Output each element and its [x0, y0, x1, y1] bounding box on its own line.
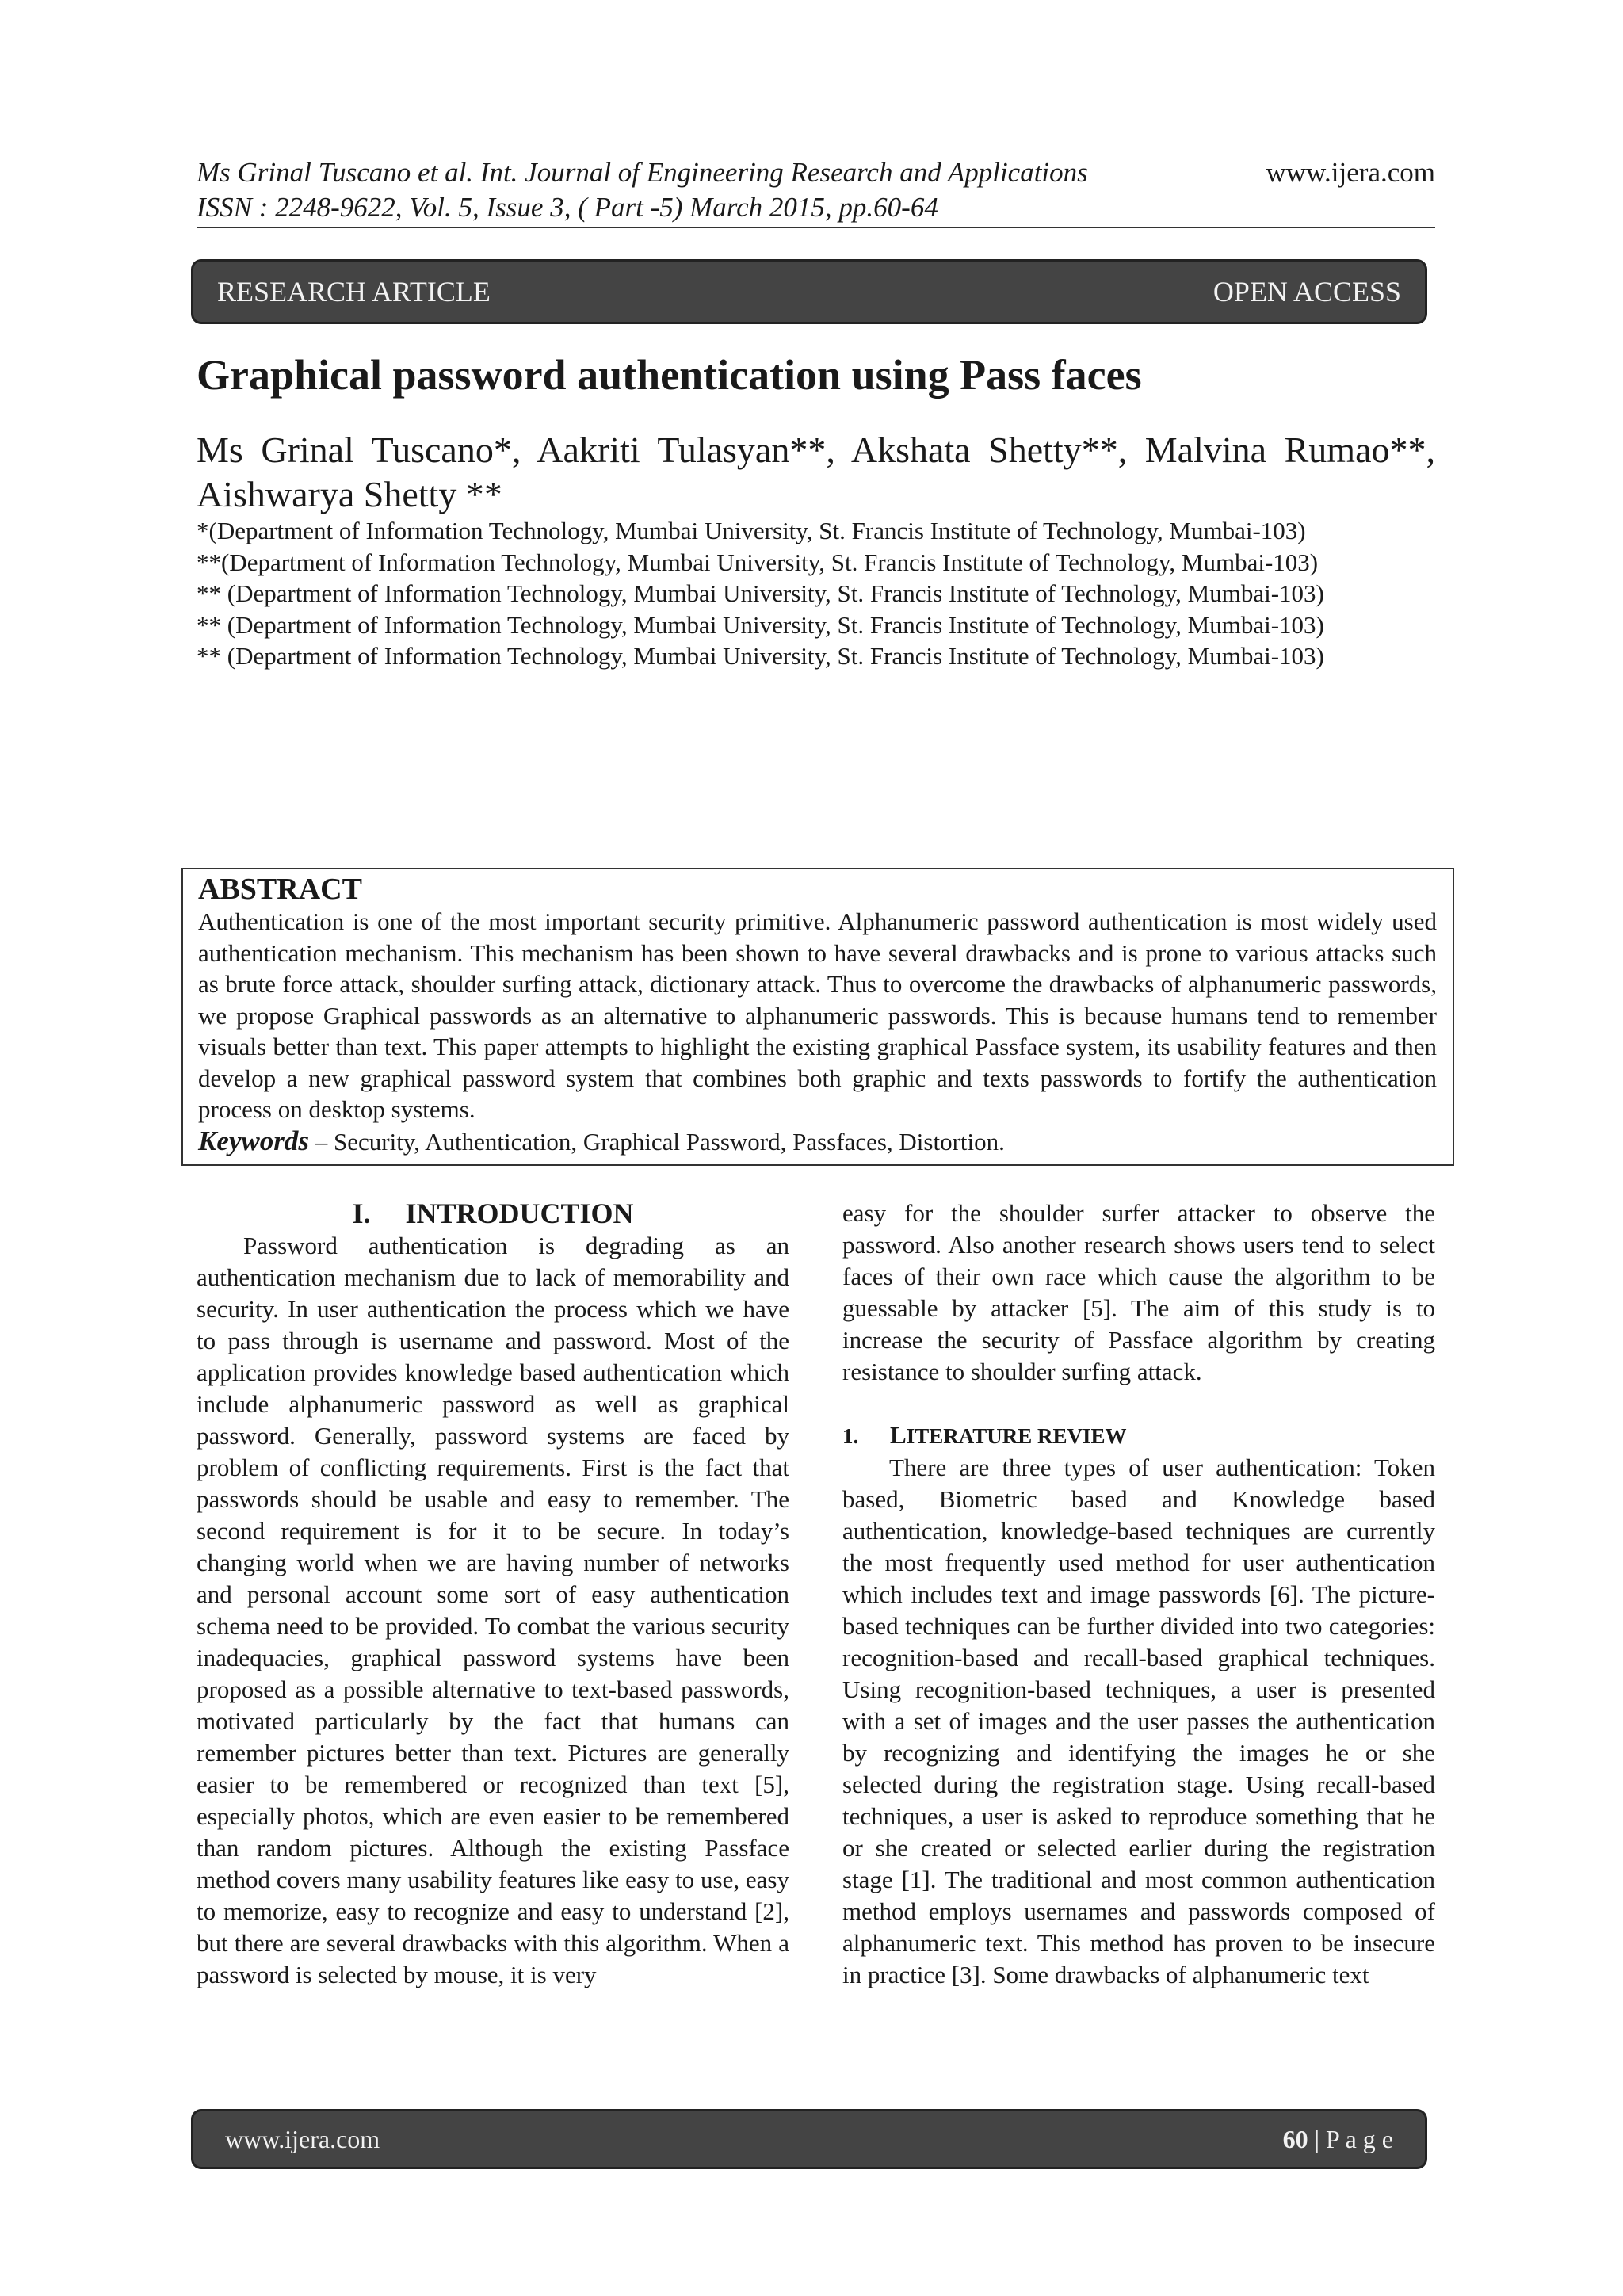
abstract-box — [181, 868, 1454, 1166]
paper-title: Graphical password authentication using Pass faces — [197, 351, 1142, 399]
section-number: I. — [352, 1198, 371, 1229]
footer-website: www.ijera.com — [225, 2124, 380, 2153]
introduction-heading — [197, 1197, 789, 1230]
subsection-title: ITERATURE REVIEW — [906, 1424, 1127, 1448]
affiliations — [197, 515, 1435, 672]
section-title: INTRODUCTION — [405, 1198, 634, 1229]
author-list: Ms Grinal Tuscano*, Aakriti Tulasyan**, Akshata Shetty**, Malvina Rumao**, Aishwarya Shetty ** — [197, 430, 1435, 514]
page-indicator — [1283, 2125, 1393, 2154]
left-column — [197, 1197, 789, 1991]
research-article-label: RESEARCH ARTICLE — [217, 276, 491, 308]
affiliation: *(Department of Information Technology, Mumbai University, St. Francis Institute of Technology, Mumbai-103) — [197, 517, 1306, 544]
subsection-initial: L — [890, 1421, 907, 1449]
keywords-line — [198, 1125, 1437, 1158]
literature-review-heading — [842, 1419, 1435, 1452]
issn-line: ISSN : 2248-9622, Vol. 5, Issue 3, ( Part -5) March 2015, pp.60-64 — [197, 192, 938, 223]
header-website: www.ijera.com — [1266, 157, 1435, 188]
right-column — [842, 1198, 1435, 1991]
affiliation: ** (Department of Information Technology, Mumbai University, St. Francis Institute of Technology, Mumbai-103) — [197, 642, 1324, 670]
abstract-heading: ABSTRACT — [198, 873, 362, 906]
article-type-banner — [193, 262, 1425, 322]
keywords-text: – Security, Authentication, Graphical Password, Passfaces, Distortion. — [309, 1127, 1005, 1156]
affiliation: ** (Department of Information Technology, Mumbai University, St. Francis Institute of Technology, Mumbai-103) — [197, 579, 1324, 607]
abstract-body: Authentication is one of the most important security primitive. Alphanumeric password authentication is most widely used authentication mechanism. This mechanism has been shown to have several drawbacks and is prone to various attacks such as brute force attack, shoulder surfing attack, dictionary attack. Thus to overcome the drawbacks of alphanumeric passwords, we propose Graphical passwords as an alternative to alphanumeric passwords. This is because humans tend to remember visuals better than text. This paper attempts to highlight the existing graphical Passface system, its usability features and then develop a new graphical password system that combines both graphic and texts passwords to fortify the authentication process on desktop systems. — [198, 907, 1437, 1123]
footer-banner — [193, 2111, 1425, 2167]
header-rule — [197, 227, 1435, 228]
page-number: 60 — [1282, 2124, 1308, 2153]
page-label: | P a g e — [1308, 2124, 1393, 2153]
affiliation: ** (Department of Information Technology, Mumbai University, St. Francis Institute of Technology, Mumbai-103) — [197, 610, 1324, 639]
journal-line: Ms Grinal Tuscano et al. Int. Journal of Engineering Research and Applications — [197, 157, 1088, 188]
literature-review-text: There are three types of user authentication: Token based, Biometric based and Knowledge based authentication, knowledge-based techniques are currently the most frequently used method for user authentication which includes text and image passwords [6]. The picture-based techniques can be further divided into two categories: recognition-based and recall-based graphical techniques. Using recognition-based techniques, a user is presented with a set of images and the user passes the authentication by recognizing and identifying the images he or she selected during the registration stage. Using recall-based techniques, a user is asked to reproduce something that he or she created or selected earlier during the registration stage [1]. The traditional and most common authentication method employs usernames and passwords composed of alphanumeric text. This method has proven to be insecure in practice [3]. Some drawbacks of alphanumeric text — [842, 1454, 1435, 1988]
introduction-continued: easy for the shoulder surfer attacker to observe the password. Also another research shows users tend to select faces of their own race which cause the algorithm to be guessable by attacker [5]. The aim of this study is to increase the security of Passface algorithm by creating resistance to shoulder surfing attack. — [842, 1199, 1435, 1385]
open-access-label: OPEN ACCESS — [1212, 276, 1401, 308]
subsection-number: 1. — [842, 1424, 859, 1448]
keywords-label: Keywords — [198, 1125, 309, 1156]
affiliation: **(Department of Information Technology, Mumbai University, St. Francis Institute of Technology, Mumbai-103) — [197, 548, 1319, 576]
introduction-text: Password authentication is degrading as an authentication mechanism due to lack of memorability and security. In user authentication the process which we have to pass through is username and password. Most of the application provides knowledge based authentication which include alphanumeric password as well as graphical password. Generally, password systems are faced by problem of conflicting requirements. First is the fact that passwords should be usable and easy to remember. The second requirement is for it to be secure. In today’s changing world when we are having number of networks and personal account some sort of easy authentication schema need to be provided. To combat the various security inadequacies, graphical password systems have been proposed as a possible alternative to text-based passwords, motivated particularly by the fact that humans can remember pictures better than text. Pictures are generally easier to be remembered or recognized than text [5], especially photos, which are even easier to be remembered than random pictures. Although the existing Passface method covers many usability features like easy to use, easy to memorize, easy to recognize and easy to understand [2], but there are several drawbacks with this algorithm. When a password is selected by mouse, it is very — [197, 1232, 789, 1988]
running-header — [197, 155, 1435, 225]
